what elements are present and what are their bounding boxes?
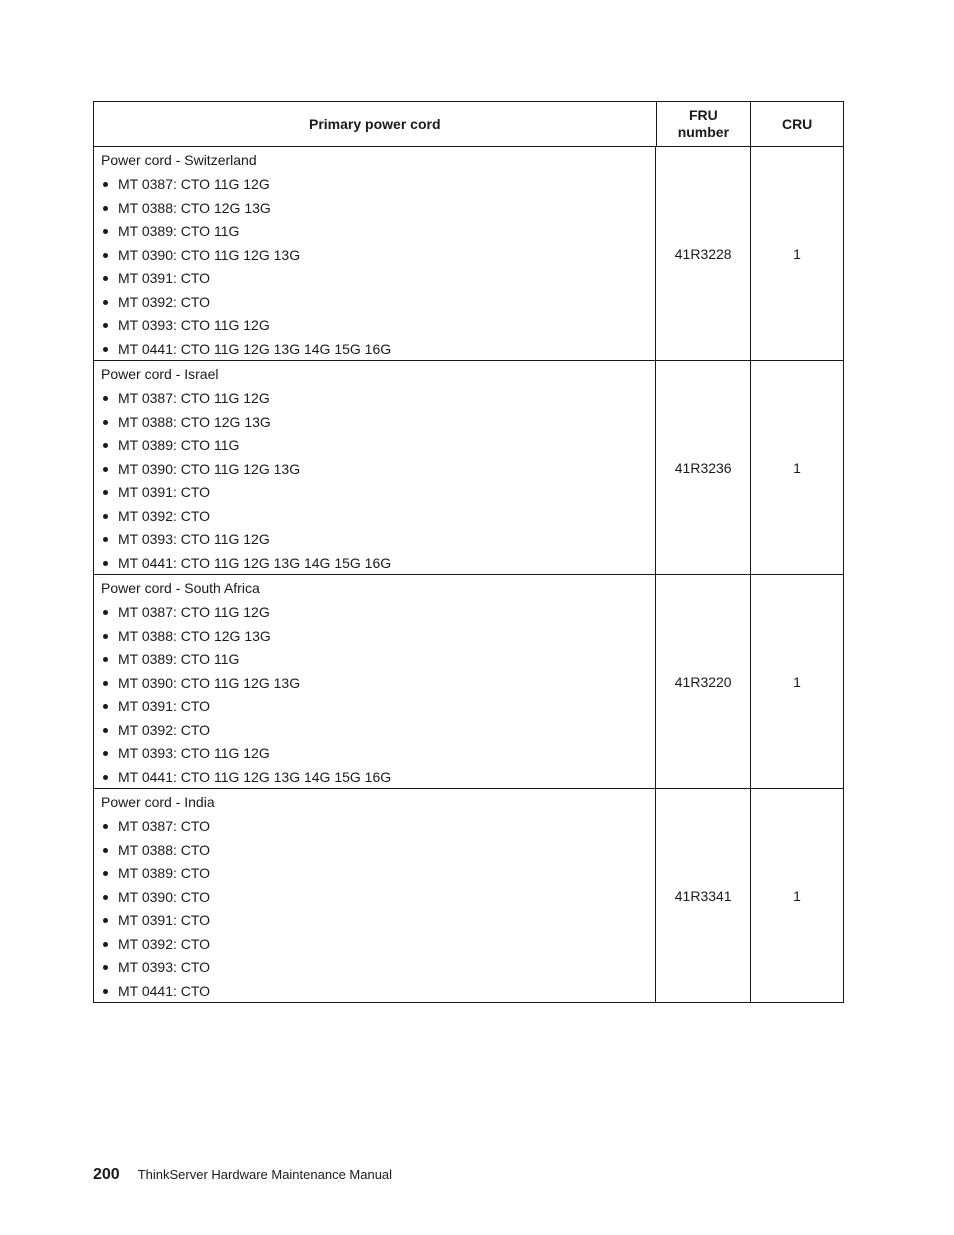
machine-type-list: [101, 818, 655, 1006]
list-item: MT 0392: CTO: [101, 722, 655, 746]
list-item: MT 0387: CTO 11G 12G: [101, 604, 655, 628]
table-row: [94, 575, 843, 789]
table-row: [94, 147, 843, 361]
list-item: MT 0393: CTO: [101, 959, 655, 983]
cell-fru-number: 41R3228: [656, 147, 751, 360]
list-item: MT 0389: CTO 11G: [101, 437, 655, 461]
table-body: [94, 147, 843, 1002]
manual-title: ThinkServer Hardware Maintenance Manual: [137, 1167, 393, 1182]
list-item: MT 0441: CTO 11G 12G 13G 14G 15G 16G: [101, 341, 655, 365]
machine-type-list: [101, 604, 655, 792]
table-row: [94, 361, 843, 575]
list-item: MT 0391: CTO: [101, 484, 655, 508]
list-item: MT 0441: CTO 11G 12G 13G 14G 15G 16G: [101, 769, 655, 793]
power-cord-title: Power cord - South Africa: [101, 580, 260, 596]
cell-fru-number: 41R3341: [656, 789, 751, 1002]
list-item: MT 0441: CTO 11G 12G 13G 14G 15G 16G: [101, 555, 655, 579]
power-cord-title: Power cord - Israel: [101, 366, 219, 382]
table-row: [94, 789, 843, 1002]
list-item: MT 0387: CTO: [101, 818, 655, 842]
cell-power-cord: [94, 361, 656, 574]
page-footer: [93, 1166, 392, 1184]
table-header-row: [94, 102, 843, 147]
list-item: MT 0393: CTO 11G 12G: [101, 745, 655, 769]
header-fru-line2: number: [677, 124, 730, 140]
list-item: MT 0388: CTO 12G 13G: [101, 200, 655, 224]
cell-cru: 1: [793, 459, 801, 476]
list-item: MT 0389: CTO 11G: [101, 651, 655, 675]
power-cord-title: Power cord - Switzerland: [101, 152, 257, 168]
machine-type-list: [101, 176, 655, 364]
cell-fru-number: 41R3220: [656, 575, 751, 788]
list-item: MT 0392: CTO: [101, 508, 655, 532]
list-item: MT 0389: CTO 11G: [101, 223, 655, 247]
list-item: MT 0392: CTO: [101, 936, 655, 960]
list-item: MT 0391: CTO: [101, 912, 655, 936]
list-item: MT 0388: CTO 12G 13G: [101, 414, 655, 438]
power-cord-table: [93, 101, 844, 1003]
list-item: MT 0389: CTO: [101, 865, 655, 889]
cell-power-cord: [94, 789, 656, 1002]
cell-cru: 1: [793, 887, 801, 904]
list-item: MT 0388: CTO: [101, 842, 655, 866]
cell-cru: 1: [793, 673, 801, 690]
power-cord-title: Power cord - India: [101, 794, 215, 810]
list-item: MT 0390: CTO: [101, 889, 655, 913]
machine-type-list: [101, 390, 655, 578]
list-item: MT 0391: CTO: [101, 698, 655, 722]
list-item: MT 0393: CTO 11G 12G: [101, 317, 655, 341]
header-cru: CRU: [781, 115, 813, 132]
page-number: 200: [93, 1166, 120, 1183]
list-item: MT 0390: CTO 11G 12G 13G: [101, 247, 655, 271]
cell-power-cord: [94, 575, 656, 788]
list-item: MT 0393: CTO 11G 12G: [101, 531, 655, 555]
cell-fru-number: 41R3236: [656, 361, 751, 574]
header-fru-line1: FRU: [688, 107, 718, 123]
list-item: MT 0390: CTO 11G 12G 13G: [101, 675, 655, 699]
header-primary-power-cord: Primary power cord: [94, 102, 657, 146]
header-fru-number: [657, 102, 752, 146]
list-item: MT 0388: CTO 12G 13G: [101, 628, 655, 652]
list-item: MT 0387: CTO 11G 12G: [101, 390, 655, 414]
list-item: MT 0391: CTO: [101, 270, 655, 294]
list-item: MT 0387: CTO 11G 12G: [101, 176, 655, 200]
list-item: MT 0441: CTO: [101, 983, 655, 1007]
list-item: MT 0392: CTO: [101, 294, 655, 318]
cell-cru: 1: [793, 245, 801, 262]
cell-power-cord: [94, 147, 656, 360]
list-item: MT 0390: CTO 11G 12G 13G: [101, 461, 655, 485]
